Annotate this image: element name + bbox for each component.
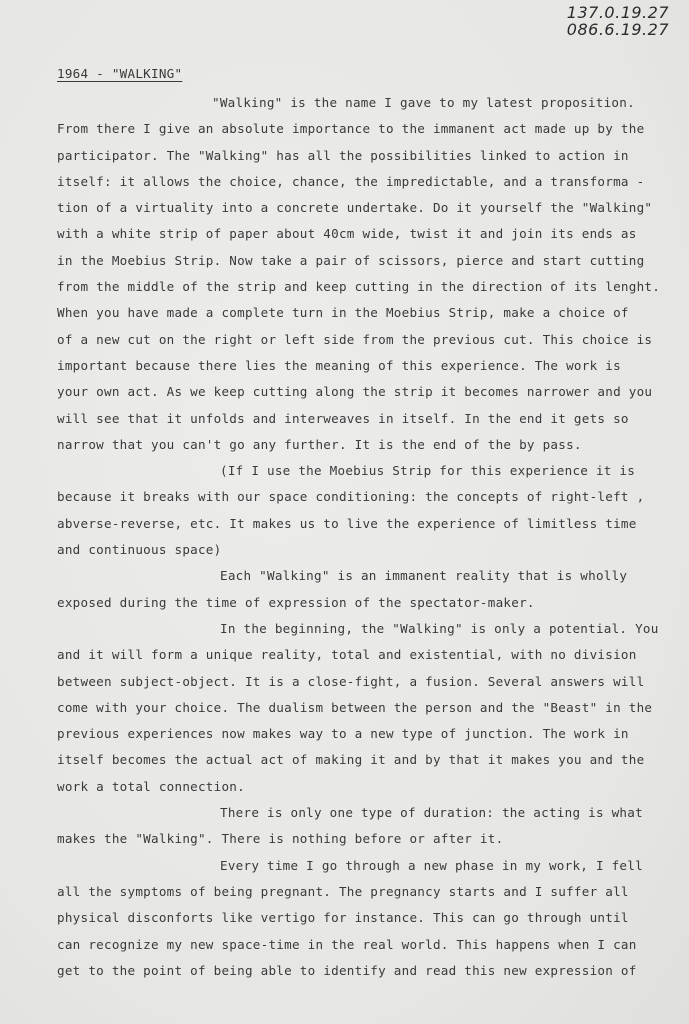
text-line: from the middle of the strip and keep cutting in the direction of its lenght. [57,279,661,295]
text-line: When you have made a complete turn in the Moebius Strip, make a choice of [57,305,629,321]
document-title: 1964 - "WALKING" [57,66,183,81]
text-line: all the symptoms of being pregnant. The pregnancy starts and I suffer all [57,883,629,899]
text-line: important because there lies the meaning of this experience. The work is [57,357,621,373]
text-line: come with your choice. The dualism between the person and the "Beast" in the [57,699,653,715]
text-line: and continuous space) [57,542,222,558]
text-line: in the Moebius Strip. Now take a pair of scissors, pierce and start cutting [57,252,645,268]
document-body [57,90,682,984]
text-line: physical disconforts like vertigo for instance. This can go through until [57,910,629,926]
archive-number-annotation [567,4,669,38]
text-line: abverse-reverse, etc. It makes us to live the experience of limitless time [57,515,637,531]
text-line: with a white strip of paper about 40cm wide, twist it and join its ends as [57,226,637,242]
text-line: between subject-object. It is a close-fight, a fusion. Several answers will [57,673,645,689]
text-line: itself: it allows the choice, chance, the impredictable, and a transforma - [57,173,645,189]
text-line: will see that it unfolds and interweaves in itself. In the end it gets so [57,410,629,426]
text-line: can recognize my new space-time in the real world. This happens when I can [57,936,637,952]
text-line: Every time I go through a new phase in my work, I fell [220,857,643,873]
text-line: (If I use the Moebius Strip for this experience it is [220,463,636,479]
text-line: There is only one type of duration: the acting is what [220,805,643,821]
archive-number-2: 086.6.19.27 [566,20,669,39]
text-line: participator. The "Walking" has all the possibilities linked to action in [57,147,629,163]
text-line: get to the point of being able to identify and read this new expression of [57,962,637,978]
text-line: In the beginning, the "Walking" is only a potential. You [220,620,659,636]
text-line: tion of a virtuality into a concrete undertake. Do it yourself the "Walking" [57,200,653,216]
text-line: exposed during the time of expression of the spectator-maker. [57,594,535,610]
text-line: your own act. As we keep cutting along the strip it becomes narrower and you [57,384,653,400]
text-line: From there I give an absolute importance to the immanent act made up by the [57,121,645,137]
text-line: narrow that you can't go any further. It is the end of the by pass. [57,436,582,452]
text-line: itself becomes the actual act of making it and by that it makes you and the [57,752,645,768]
text-line: Each "Walking" is an immanent reality that is wholly [220,568,628,584]
text-line: work a total connection. [57,778,245,794]
text-line: makes the "Walking". There is nothing before or after it. [57,831,504,847]
text-line: "Walking" is the name I gave to my latest proposition. [212,95,635,110]
text-line: because it breaks with our space conditioning: the concepts of right-left , [57,489,645,505]
text-line: and it will form a unique reality, total and existential, with no division [57,647,637,663]
text-line: of a new cut on the right or left side from the previous cut. This choice is [57,331,653,347]
archive-number-1: 137.0.19.27 [566,3,669,22]
text-line: previous experiences now makes way to a new type of junction. The work in [57,726,629,742]
